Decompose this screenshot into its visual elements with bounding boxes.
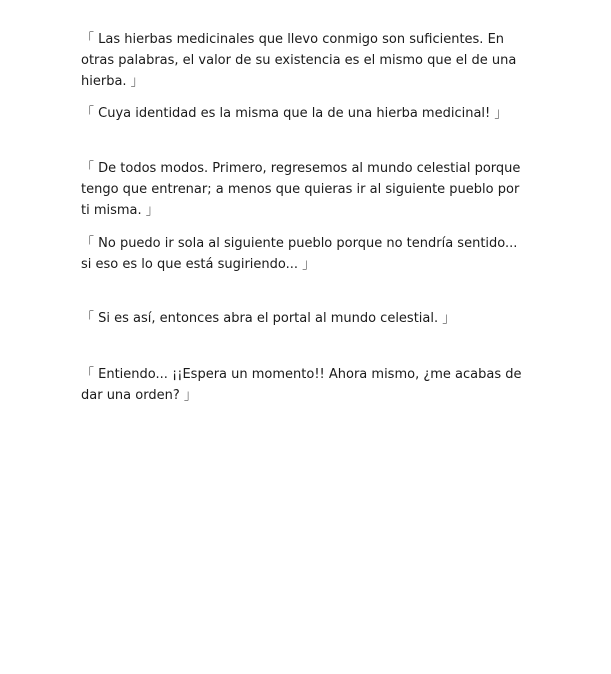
dialogue-paragraph: 「 De todos modos. Primero, regresemos al mundo celestial porque tengo que entrenar; a menos que quieras ir al siguiente pueblo por ti misma. 」	[81, 161, 521, 218]
dialogue-paragraph: 「 Las hierbas medicinales que llevo conmigo son suficientes. En otras palabras, el valor de su existencia es el mismo que el de una hierba. 」	[81, 32, 517, 89]
dialogue-paragraph: 「 Entiendo... ¡¡Espera un momento!! Ahora mismo, ¿me acabas de dar una orden? 」	[81, 367, 522, 403]
dialogue-paragraph: 「 Si es así, entonces abra el portal al mundo celestial. 」	[81, 311, 456, 326]
dialogue-paragraph: 「 Cuya identidad es la misma que la de una hierba medicinal! 」	[81, 106, 508, 121]
dialogue-paragraph: 「 No puedo ir sola al siguiente pueblo porque no tendría sentido... si eso es lo que está sugiriendo... 」	[81, 236, 518, 272]
